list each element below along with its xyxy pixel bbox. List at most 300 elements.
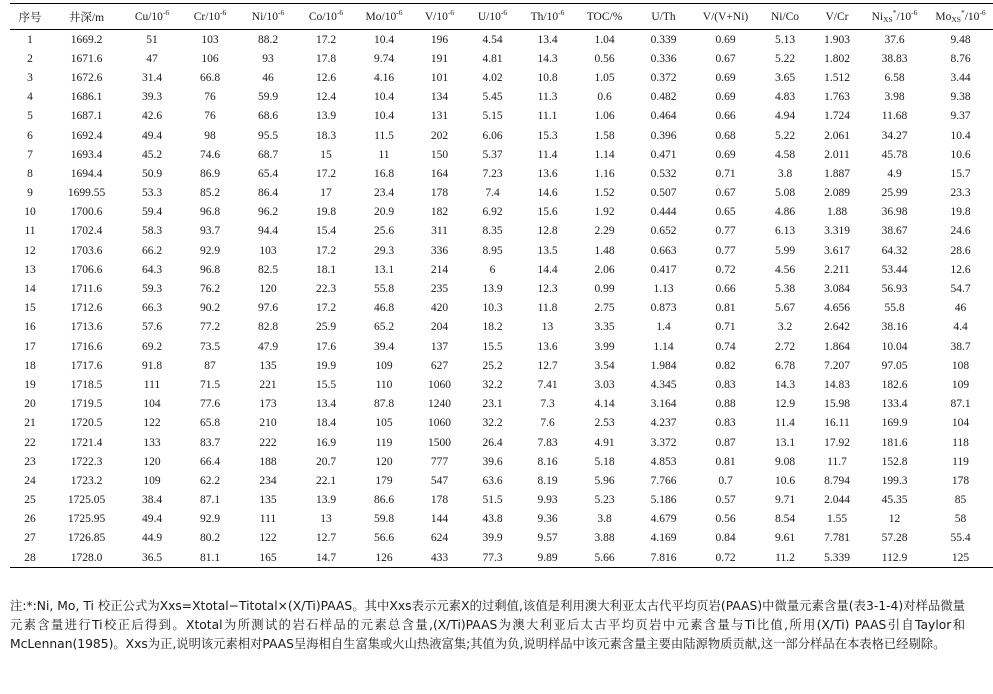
table-cell: 103 xyxy=(201,33,219,46)
table-cell: 17 xyxy=(320,187,332,200)
table-cell: 4.54 xyxy=(482,33,503,46)
table-cell: 3.084 xyxy=(824,283,850,296)
table-cell: 59.3 xyxy=(141,283,163,296)
table-cell: 0.87 xyxy=(715,436,736,449)
table-cell: 2.089 xyxy=(824,187,850,200)
table-cell: 165 xyxy=(239,548,297,568)
table-cell: 8.16 xyxy=(537,455,558,468)
table-cell: 4.14 xyxy=(594,398,615,411)
table-cell: 0.69 xyxy=(715,148,736,161)
table-cell: 199.3 xyxy=(881,474,908,487)
table-cell: 0.57 xyxy=(715,494,736,507)
table-cell: 13.9 xyxy=(482,283,503,296)
table-cell: 1671.6 xyxy=(70,52,103,65)
table-cell: 1.887 xyxy=(824,167,850,180)
table-cell: 0.663 xyxy=(650,244,677,257)
table-cell: 16.11 xyxy=(824,417,850,430)
table-cell: 1693.4 xyxy=(70,148,103,161)
table-cell: 1.48 xyxy=(594,244,615,257)
table-cell: 1240 xyxy=(428,398,451,411)
table-cell: 46.8 xyxy=(373,302,395,315)
table-cell: 28.6 xyxy=(950,244,971,257)
table-cell: 15.3 xyxy=(537,129,558,142)
table-row xyxy=(10,203,993,222)
column-header xyxy=(413,4,466,30)
table-cell: 14.3 xyxy=(537,52,558,65)
table-cell: 111 xyxy=(259,513,277,526)
table-cell: 38.67 xyxy=(881,225,908,238)
table-cell: 22 xyxy=(24,436,36,449)
table-cell: 311 xyxy=(431,225,448,238)
table-cell: 1728.0 xyxy=(50,548,123,568)
table-cell: 3 xyxy=(27,71,33,84)
column-header-label: Ni/Co xyxy=(770,10,800,23)
table-cell: 13.6 xyxy=(537,167,558,180)
table-cell: 45.35 xyxy=(881,494,908,507)
table-cell: 12.6 xyxy=(315,71,337,84)
column-header-label: Ni/10 xyxy=(251,10,278,23)
table-cell: 38.16 xyxy=(881,321,908,334)
table-cell: 8.794 xyxy=(824,474,850,487)
table-cell: 90.2 xyxy=(199,302,221,315)
table-row xyxy=(10,395,993,414)
data-table-container xyxy=(10,3,986,568)
table-cell: 131 xyxy=(430,110,449,123)
table-cell: 204 xyxy=(430,321,449,334)
table-cell: 7 xyxy=(27,148,33,161)
table-cell: 13 xyxy=(320,513,332,526)
table-cell: 50.9 xyxy=(141,167,163,180)
table-cell: 66.2 xyxy=(141,244,163,257)
table-cell: 11.2 xyxy=(757,548,813,568)
table-cell: 76 xyxy=(204,110,216,123)
table-cell: 3.617 xyxy=(824,244,850,257)
table-cell: 9.61 xyxy=(774,532,796,545)
column-header-unit: /10 xyxy=(896,10,912,23)
table-cell: 109 xyxy=(951,378,970,391)
table-cell: 9.36 xyxy=(537,513,558,526)
table-cell: 24.6 xyxy=(950,225,971,238)
column-header-label: Co/10 xyxy=(308,10,337,23)
table-row xyxy=(10,260,993,279)
table-cell: 164 xyxy=(430,167,449,180)
table-cell: 111 xyxy=(143,378,161,391)
table-cell: 97.6 xyxy=(257,302,279,315)
table-cell: 77.6 xyxy=(199,398,221,411)
table-cell: 4 xyxy=(27,91,33,104)
table-cell: 15.4 xyxy=(315,225,337,238)
table-cell: 12 xyxy=(24,244,36,257)
table-cell: 1718.5 xyxy=(70,378,103,391)
table-cell: 7.83 xyxy=(537,436,558,449)
table-cell: 64.32 xyxy=(881,244,908,257)
table-cell: 2 xyxy=(27,52,33,65)
table-cell: 32.2 xyxy=(482,417,503,430)
table-cell: 10.3 xyxy=(482,302,503,315)
table-cell: 94.4 xyxy=(257,225,279,238)
column-header-label: V/(V+Ni) xyxy=(702,10,749,23)
table-cell: 97.05 xyxy=(881,359,908,372)
table-cell: 47 xyxy=(146,52,158,65)
table-cell: 14.6 xyxy=(537,187,558,200)
table-cell: 4.02 xyxy=(482,71,503,84)
table-cell: 36.98 xyxy=(881,206,908,219)
table-cell: 12.7 xyxy=(537,359,558,372)
table-cell: 57.28 xyxy=(881,532,908,545)
table-cell: 627 xyxy=(430,359,449,372)
table-cell: 1.88 xyxy=(826,206,848,219)
table-cell: 47.9 xyxy=(257,340,279,353)
table-cell: 14.83 xyxy=(824,378,850,391)
table-cell: 169.9 xyxy=(881,417,908,430)
table-cell: 420 xyxy=(430,302,449,315)
table-cell: 4.86 xyxy=(774,206,796,219)
table-cell: 0.66 xyxy=(715,110,736,123)
table-cell: 87.1 xyxy=(199,494,221,507)
table-cell: 5.45 xyxy=(482,91,503,104)
table-cell: 4.58 xyxy=(774,148,796,161)
table-cell: 23.3 xyxy=(950,187,971,200)
table-cell: 3.372 xyxy=(650,436,677,449)
table-row xyxy=(10,30,993,50)
table-cell: 5 xyxy=(27,110,33,123)
column-header-subscript: XS xyxy=(883,14,893,24)
table-cell: 5.38 xyxy=(774,283,796,296)
table-cell: 6 xyxy=(27,129,33,142)
table-cell: 0.83 xyxy=(715,378,736,391)
table-cell: 2.72 xyxy=(774,340,796,353)
table-cell: 85 xyxy=(954,494,967,507)
table-cell: 10.6 xyxy=(774,474,796,487)
table-cell: 0.532 xyxy=(650,167,677,180)
table-cell: 122 xyxy=(143,417,161,430)
table-cell: 0.67 xyxy=(715,187,736,200)
table-cell: 82.5 xyxy=(257,263,279,276)
column-header xyxy=(633,4,694,30)
table-cell: 3.03 xyxy=(594,378,615,391)
table-cell: 1713.6 xyxy=(70,321,103,334)
table-cell: 1706.6 xyxy=(70,263,103,276)
table-cell: 178 xyxy=(430,494,449,507)
table-cell: 1 xyxy=(27,33,33,46)
column-header xyxy=(50,4,123,30)
column-header xyxy=(861,4,928,30)
table-cell: 96.8 xyxy=(199,263,221,276)
table-cell: 178 xyxy=(430,187,449,200)
table-cell: 1721.4 xyxy=(70,436,103,449)
table-cell: 15.98 xyxy=(824,398,850,411)
table-cell: 0.72 xyxy=(715,263,736,276)
column-header-label: Cu/10 xyxy=(134,10,163,23)
column-header-unit-superscript: -6 xyxy=(979,7,986,17)
table-cell: 3.88 xyxy=(594,532,615,545)
table-cell: 4.237 xyxy=(650,417,677,430)
table-cell: 0.66 xyxy=(715,283,736,296)
table-cell: 71.5 xyxy=(199,378,221,391)
table-cell: 9.74 xyxy=(373,52,395,65)
table-cell: 2.642 xyxy=(824,321,850,334)
table-body xyxy=(10,30,993,568)
table-cell: 62.2 xyxy=(199,474,221,487)
column-header xyxy=(928,4,993,30)
table-cell: 0.99 xyxy=(594,283,615,296)
table-cell: 4.853 xyxy=(650,455,677,468)
table-cell: 3.8 xyxy=(777,167,793,180)
table-cell: 39.4 xyxy=(373,340,395,353)
table-cell: 49.4 xyxy=(141,129,163,142)
table-cell: 0.507 xyxy=(650,187,677,200)
table-cell: 93 xyxy=(262,52,274,65)
table-cell: 1.06 xyxy=(594,110,615,123)
table-cell: 4.91 xyxy=(594,436,615,449)
table-cell: 1.92 xyxy=(594,206,615,219)
table-cell: 11.7 xyxy=(827,455,847,468)
table-cell: 112.9 xyxy=(861,548,928,568)
column-header-label: TOC/% xyxy=(586,10,623,23)
table-cell: 191 xyxy=(430,52,449,65)
table-cell: 1686.1 xyxy=(70,91,103,104)
column-header-superscript: -6 xyxy=(219,7,227,17)
table-cell: 19 xyxy=(24,378,36,391)
table-cell: 2.06 xyxy=(594,263,615,276)
table-cell: 19.8 xyxy=(315,206,337,219)
column-header xyxy=(519,4,576,30)
table-row xyxy=(10,510,993,529)
table-cell: 80.2 xyxy=(199,532,221,545)
table-cell: 12.8 xyxy=(537,225,558,238)
table-cell: 66.8 xyxy=(199,71,221,84)
table-cell: 34.27 xyxy=(881,129,908,142)
table-cell: 0.372 xyxy=(650,71,677,84)
table-cell: 11.4 xyxy=(537,148,558,161)
table-cell: 120 xyxy=(375,455,393,468)
column-header-label: Th/10 xyxy=(530,10,559,23)
table-cell: 66.3 xyxy=(141,302,163,315)
table-cell: 0.336 xyxy=(650,52,677,65)
table-cell: 13 xyxy=(24,263,36,276)
table-cell: 8 xyxy=(27,167,33,180)
table-cell: 14 xyxy=(24,283,36,296)
table-cell: 3.98 xyxy=(884,91,905,104)
table-cell: 24 xyxy=(24,474,36,487)
table-cell: 4.345 xyxy=(650,378,677,391)
table-cell: 7.781 xyxy=(824,532,850,545)
table-cell: 16.9 xyxy=(315,436,337,449)
table-cell: 2.53 xyxy=(594,417,615,430)
table-cell: 9.08 xyxy=(774,455,796,468)
table-cell: 103 xyxy=(259,244,277,257)
table-cell: 56.6 xyxy=(373,532,395,545)
table-cell: 15 xyxy=(320,148,332,161)
table-cell: 17.92 xyxy=(824,436,850,449)
table-cell: 27 xyxy=(24,532,36,545)
table-cell: 178 xyxy=(951,474,970,487)
table-cell: 11.1 xyxy=(537,110,558,123)
table-cell: 85.2 xyxy=(199,187,221,200)
table-cell: 15.6 xyxy=(537,206,558,219)
table-cell: 3.44 xyxy=(950,71,971,84)
table-cell: 6.78 xyxy=(774,359,796,372)
table-cell: 15.5 xyxy=(482,340,503,353)
table-cell: 22.3 xyxy=(315,283,337,296)
table-cell: 1.864 xyxy=(824,340,850,353)
table-cell: 16.8 xyxy=(373,167,395,180)
table-cell: 51.5 xyxy=(482,494,503,507)
table-cell: 2.061 xyxy=(824,129,850,142)
table-cell: 31.4 xyxy=(141,71,163,84)
table-cell: 11 xyxy=(24,225,36,238)
table-row xyxy=(10,279,993,298)
table-cell: 45.78 xyxy=(881,148,908,161)
table-cell: 76 xyxy=(204,91,216,104)
table-cell: 235 xyxy=(430,283,449,296)
table-cell: 68.6 xyxy=(257,110,279,123)
table-cell: 77.2 xyxy=(199,321,221,334)
table-cell: 17 xyxy=(24,340,36,353)
table-cell: 624 xyxy=(430,532,449,545)
table-cell: 122 xyxy=(259,532,277,545)
column-header-label: Mo xyxy=(935,10,952,23)
table-cell: 7.766 xyxy=(650,474,677,487)
table-cell: 1.55 xyxy=(826,513,848,526)
table-cell: 5.67 xyxy=(774,302,796,315)
table-cell: 86.9 xyxy=(199,167,221,180)
table-cell: 93.7 xyxy=(199,225,221,238)
table-cell: 1.903 xyxy=(824,33,850,46)
table-cell: 126 xyxy=(355,548,413,568)
table-cell: 39.9 xyxy=(482,532,503,545)
table-cell: 5.15 xyxy=(482,110,503,123)
table-cell: 59.9 xyxy=(257,91,279,104)
table-cell: 20 xyxy=(24,398,36,411)
table-cell: 65.2 xyxy=(373,321,395,334)
table-cell: 86.6 xyxy=(373,494,395,507)
table-cell: 46 xyxy=(954,302,967,315)
table-row xyxy=(10,356,993,375)
column-header-label: 序号 xyxy=(18,11,42,24)
table-cell: 14.3 xyxy=(774,378,796,391)
table-cell: 2.29 xyxy=(594,225,615,238)
table-cell: 1725.05 xyxy=(67,494,106,507)
table-cell: 53.3 xyxy=(141,187,163,200)
table-cell: 1.512 xyxy=(824,71,850,84)
table-cell: 92.9 xyxy=(199,244,221,257)
table-cell: 25.6 xyxy=(373,225,395,238)
table-cell: 28 xyxy=(10,548,50,568)
table-cell: 4.16 xyxy=(373,71,395,84)
table-cell: 221 xyxy=(259,378,277,391)
table-cell: 0.339 xyxy=(650,33,677,46)
table-cell: 120 xyxy=(143,455,161,468)
table-cell: 55.4 xyxy=(950,532,971,545)
column-header-superscript: * xyxy=(960,7,965,17)
table-cell: 1.52 xyxy=(594,187,615,200)
table-cell: 15.7 xyxy=(950,167,971,180)
table-cell: 8.95 xyxy=(482,244,503,257)
table-cell: 4.679 xyxy=(650,513,677,526)
table-cell: 109 xyxy=(375,359,393,372)
table-cell: 1672.6 xyxy=(70,71,103,84)
table-cell: 101 xyxy=(430,71,449,84)
table-cell: 5.186 xyxy=(650,494,677,507)
table-cell: 0.444 xyxy=(650,206,677,219)
table-cell: 3.99 xyxy=(594,340,615,353)
column-header-superscript: -6 xyxy=(447,7,455,17)
table-cell: 2.211 xyxy=(824,263,850,276)
table-cell: 13.5 xyxy=(537,244,558,257)
table-cell: 13.9 xyxy=(315,110,337,123)
column-header-superscript: * xyxy=(892,7,897,17)
table-cell: 98 xyxy=(204,129,216,142)
table-row xyxy=(10,375,993,394)
table-cell: 9 xyxy=(27,187,33,200)
table-cell: 1725.95 xyxy=(67,513,106,526)
table-cell: 38.7 xyxy=(950,340,971,353)
table-cell: 547 xyxy=(430,474,449,487)
table-row xyxy=(10,107,993,126)
table-cell: 12.7 xyxy=(315,532,337,545)
column-header-superscript: -6 xyxy=(396,7,403,17)
table-cell: 11 xyxy=(378,148,390,161)
table-cell: 188 xyxy=(259,455,277,468)
table-cell: 0.482 xyxy=(650,91,677,104)
table-cell: 1692.4 xyxy=(70,129,103,142)
table-cell: 38.83 xyxy=(881,52,908,65)
table-cell: 144 xyxy=(430,513,449,526)
table-cell: 86.4 xyxy=(257,187,279,200)
table-cell: 5.22 xyxy=(774,129,796,142)
table-cell: 433 xyxy=(413,548,466,568)
table-cell: 1.13 xyxy=(653,283,674,296)
table-cell: 25.9 xyxy=(315,321,337,334)
table-cell: 3.319 xyxy=(824,225,850,238)
table-cell: 25 xyxy=(24,494,36,507)
table-cell: 1723.2 xyxy=(70,474,103,487)
table-cell: 45.2 xyxy=(141,148,163,161)
table-cell: 4.656 xyxy=(824,302,850,315)
column-header xyxy=(466,4,519,30)
table-row xyxy=(10,49,993,68)
table-cell: 10.6 xyxy=(950,148,971,161)
table-cell: 179 xyxy=(375,474,393,487)
table-cell: 0.6 xyxy=(597,91,612,104)
table-cell: 4.94 xyxy=(774,110,796,123)
table-cell: 1.4 xyxy=(656,321,671,334)
column-header xyxy=(757,4,813,30)
table-cell: 88.2 xyxy=(257,33,279,46)
table-cell: 4.169 xyxy=(650,532,677,545)
table-cell: 1722.3 xyxy=(70,455,103,468)
table-cell: 1717.6 xyxy=(70,359,103,372)
table-cell: 76.2 xyxy=(199,283,221,296)
table-cell: 8.76 xyxy=(950,52,971,65)
table-cell: 26 xyxy=(24,513,36,526)
table-cell: 1.14 xyxy=(594,148,615,161)
column-header xyxy=(123,4,181,30)
table-cell: 11.5 xyxy=(374,129,394,142)
table-cell: 5.99 xyxy=(774,244,796,257)
table-cell: 13.4 xyxy=(315,398,337,411)
table-cell: 96.8 xyxy=(199,206,221,219)
table-cell: 173 xyxy=(259,398,277,411)
table-cell: 17.2 xyxy=(315,302,337,315)
table-cell: 87.8 xyxy=(373,398,395,411)
table-cell: 0.56 xyxy=(594,52,615,65)
table-cell: 11.4 xyxy=(775,417,795,430)
table-cell: 133.4 xyxy=(881,398,908,411)
table-cell: 1.984 xyxy=(650,359,677,372)
table-cell: 10.04 xyxy=(881,340,908,353)
